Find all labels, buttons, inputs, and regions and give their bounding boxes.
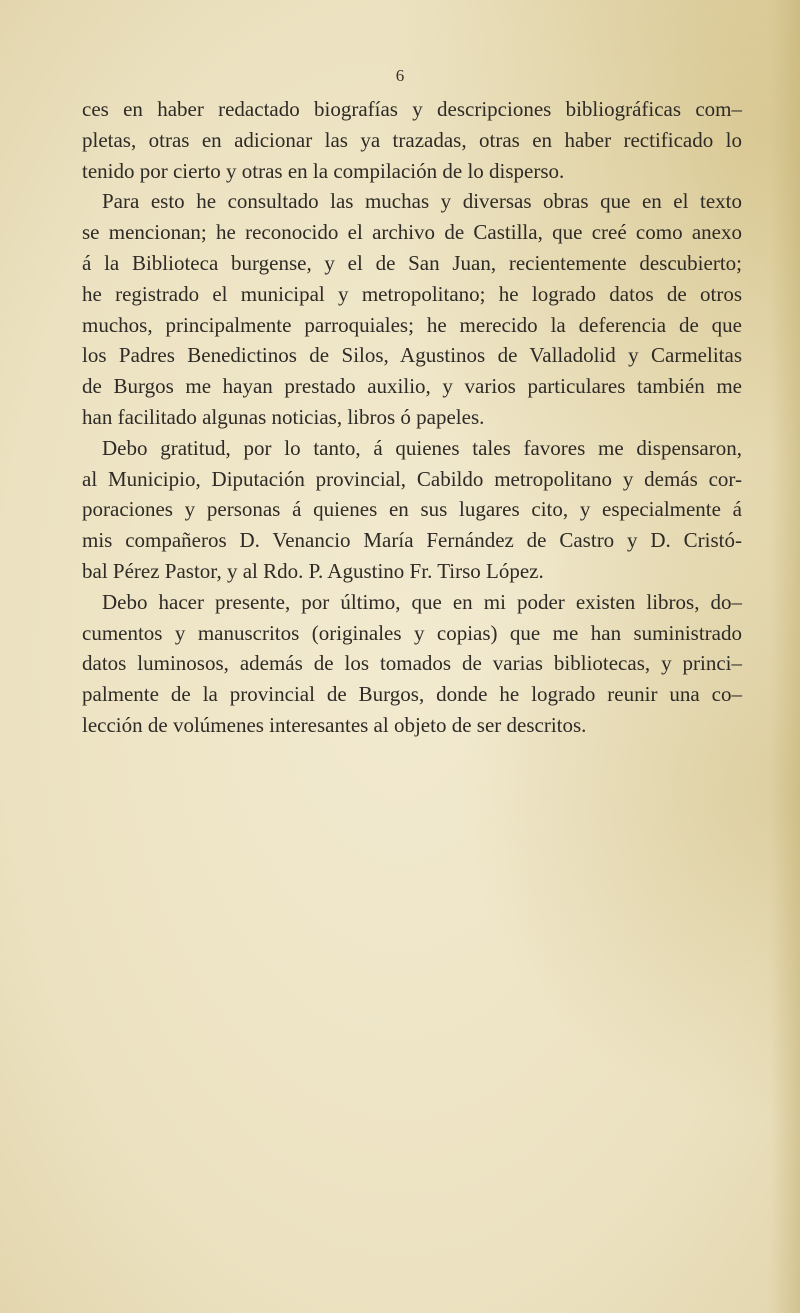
text-line: á la Biblioteca burgense, y el de San Juan, recientemente descubierto; xyxy=(82,250,742,275)
text-line: Para esto he consultado las muchas y diversas obras que en el texto xyxy=(102,189,742,214)
text-line: Debo gratitud, por lo tanto, á quienes tales favores me dispensaron, xyxy=(102,435,742,460)
text-line: han facilitado algunas noticias, libros ó papeles. xyxy=(82,404,485,429)
body-text xyxy=(82,94,742,741)
text-line: muchos, principalmente parroquiales; he merecido la deferencia de que xyxy=(82,312,742,337)
text-line: cumentos y manuscritos (originales y copias) que me han suministrado xyxy=(82,620,742,645)
text-line: datos luminosos, además de los tomados de varias bibliotecas, y princi– xyxy=(82,651,742,676)
text-line: palmente de la provincial de Burgos, donde he logrado reunir una co– xyxy=(82,682,742,707)
page-number: 6 xyxy=(395,66,405,85)
text-line: poraciones y personas á quienes en sus lugares cito, y especialmente á xyxy=(82,497,742,522)
text-line: ces en haber redactado biografías y descripciones bibliográficas com– xyxy=(82,97,742,121)
text-line: de Burgos me hayan prestado auxilio, y varios particulares también me xyxy=(82,374,742,399)
text-line: se mencionan; he reconocido el archivo de Castilla, que creé como anexo xyxy=(82,220,742,245)
text-line: pletas, otras en adicionar las ya trazadas, otras en haber rectificado lo xyxy=(82,127,742,152)
text-line: Debo hacer presente, por último, que en mi poder existen libros, do– xyxy=(102,589,742,614)
text-line: bal Pérez Pastor, y al Rdo. P. Agustino Fr. Tirso López. xyxy=(82,558,544,583)
text-line: he registrado el municipal y metropolitano; he logrado datos de otros xyxy=(82,281,742,306)
text-line: tenido por cierto y otras en la compilación de lo disperso. xyxy=(82,158,565,183)
text-line: al Municipio, Diputación provincial, Cabildo metropolitano y demás cor- xyxy=(82,466,742,491)
text-line: mis compañeros D. Venancio María Fernández de Castro y D. Cristó- xyxy=(82,528,742,553)
text-line: lección de volúmenes interesantes al objeto de ser descritos. xyxy=(82,712,587,737)
page-edge-stain xyxy=(770,0,800,1313)
text-line: los Padres Benedictinos de Silos, Agustinos de Valladolid y Carmelitas xyxy=(82,343,742,368)
